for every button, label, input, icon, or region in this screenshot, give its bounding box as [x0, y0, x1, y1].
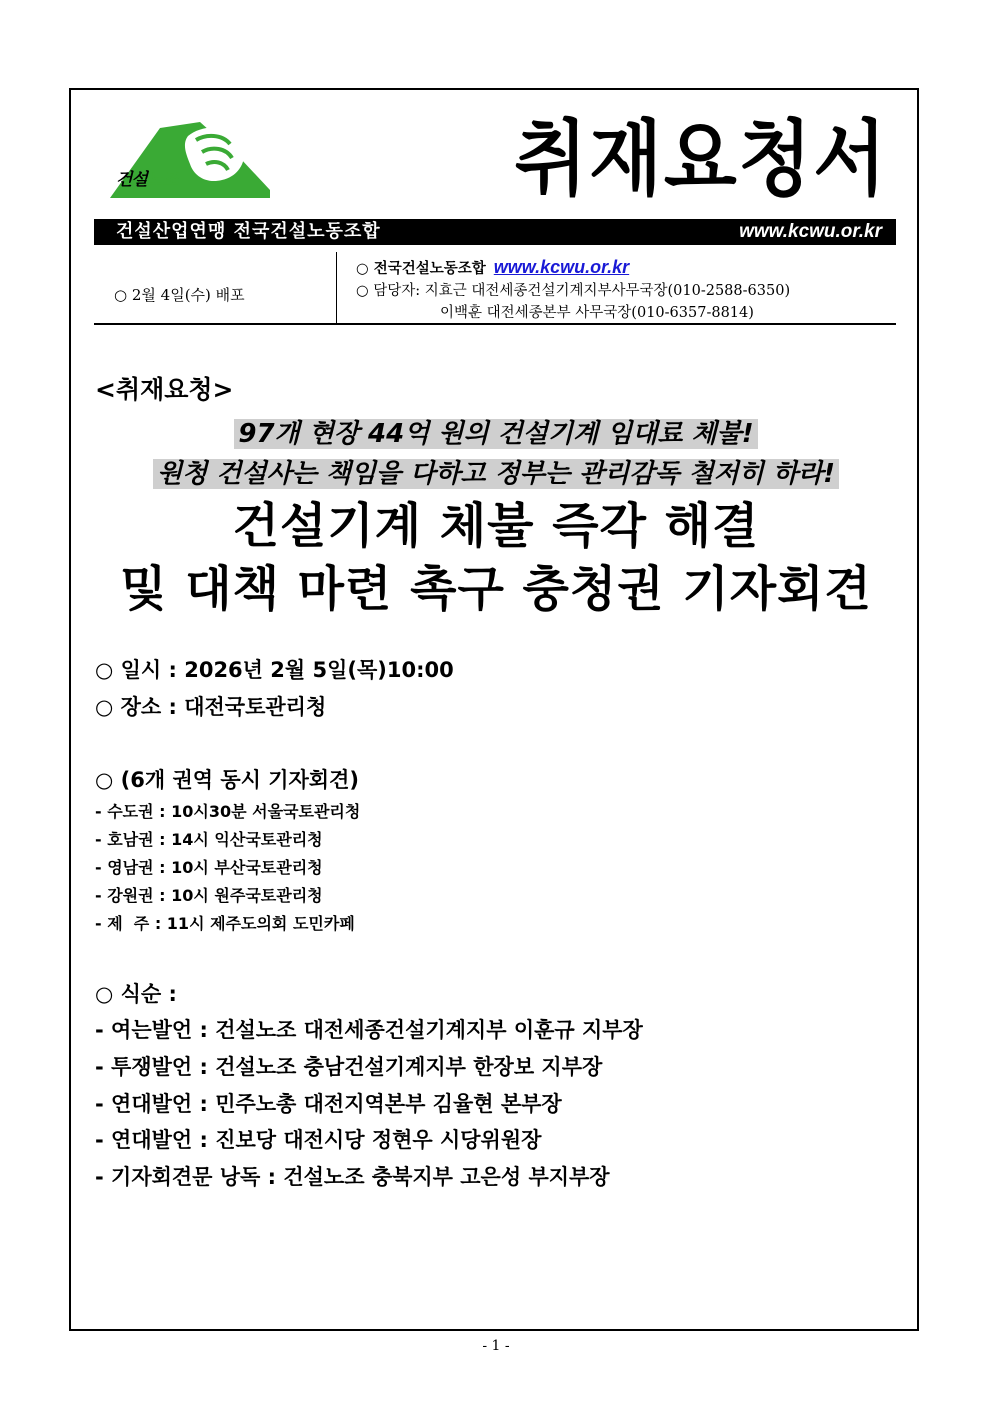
divider — [336, 252, 337, 325]
contact-block — [356, 256, 790, 324]
program-item: - 연대발언 : 민주노총 대전지역본부 김율현 본부장 — [95, 1092, 562, 1116]
union-link[interactable]: www.kcwu.or.kr — [493, 257, 630, 277]
program-item: - 기자회견문 낭독 : 건설노조 충북지부 고은성 부지부장 — [95, 1165, 610, 1189]
banner-url[interactable]: www.kcwu.or.kr — [739, 221, 882, 242]
document-title: 취재요청서 — [514, 112, 888, 207]
request-label: <취재요청> — [95, 375, 234, 404]
subtitle-1: 97개 현장 44억 원의 건설기계 임대료 체불! — [0, 413, 992, 450]
subtitle-2: 원청 건설사는 책임을 다하고 정부는 관리감독 철저히 하라! — [0, 453, 992, 490]
logo-text: 건설노조 — [116, 170, 178, 190]
region-item: - 제 주 : 11시 제주도의회 도민카페 — [95, 914, 355, 933]
event-datetime: ○ 일시 : 2026년 2월 5일(목)10:00 — [95, 658, 454, 682]
main-title-line-1: 건설기계 체불 즉각 해결 — [232, 498, 760, 554]
contact-line-1: ○ 담당자: 지효근 대전세종건설기계지부사무국장(010-2588-6350) — [356, 283, 791, 299]
org-name: 건설산업연맹 전국건설노동조합 — [116, 221, 381, 242]
org-banner — [94, 219, 896, 245]
program-item: - 여는발언 : 건설노조 대전세종건설기계지부 이훈규 지부장 — [95, 1018, 643, 1042]
contact-line-2: 이백훈 대전세종본부 사무국장(010-6357-8814) — [440, 305, 754, 321]
region-item: - 수도권 : 10시30분 서울국토관리청 — [95, 802, 361, 821]
program-item: - 투쟁발언 : 건설노조 충남건설기계지부 한장보 지부장 — [95, 1055, 603, 1079]
union-label: ○ 전국건설노동조합 — [356, 261, 486, 277]
main-title-line-2: 및 대책 마련 촉구 충청권 기자회견 — [120, 561, 872, 617]
page-number: - 1 - — [482, 1338, 510, 1354]
program-header: ○ 식순 : — [95, 982, 177, 1006]
region-item: - 강원권 : 10시 원주국토관리청 — [95, 886, 323, 905]
info-table — [94, 252, 896, 325]
regions-header: ○ (6개 권역 동시 기자회견) — [95, 768, 359, 792]
event-place: ○ 장소 : 대전국토관리청 — [95, 695, 327, 719]
release-date: ○ 2월 4일(수) 배포 — [114, 286, 245, 304]
region-item: - 영남권 : 10시 부산국토관리청 — [95, 858, 323, 877]
region-item: - 호남권 : 14시 익산국토관리청 — [95, 830, 323, 849]
program-item: - 연대발언 : 진보당 대전시당 정현우 시당위원장 — [95, 1128, 542, 1152]
